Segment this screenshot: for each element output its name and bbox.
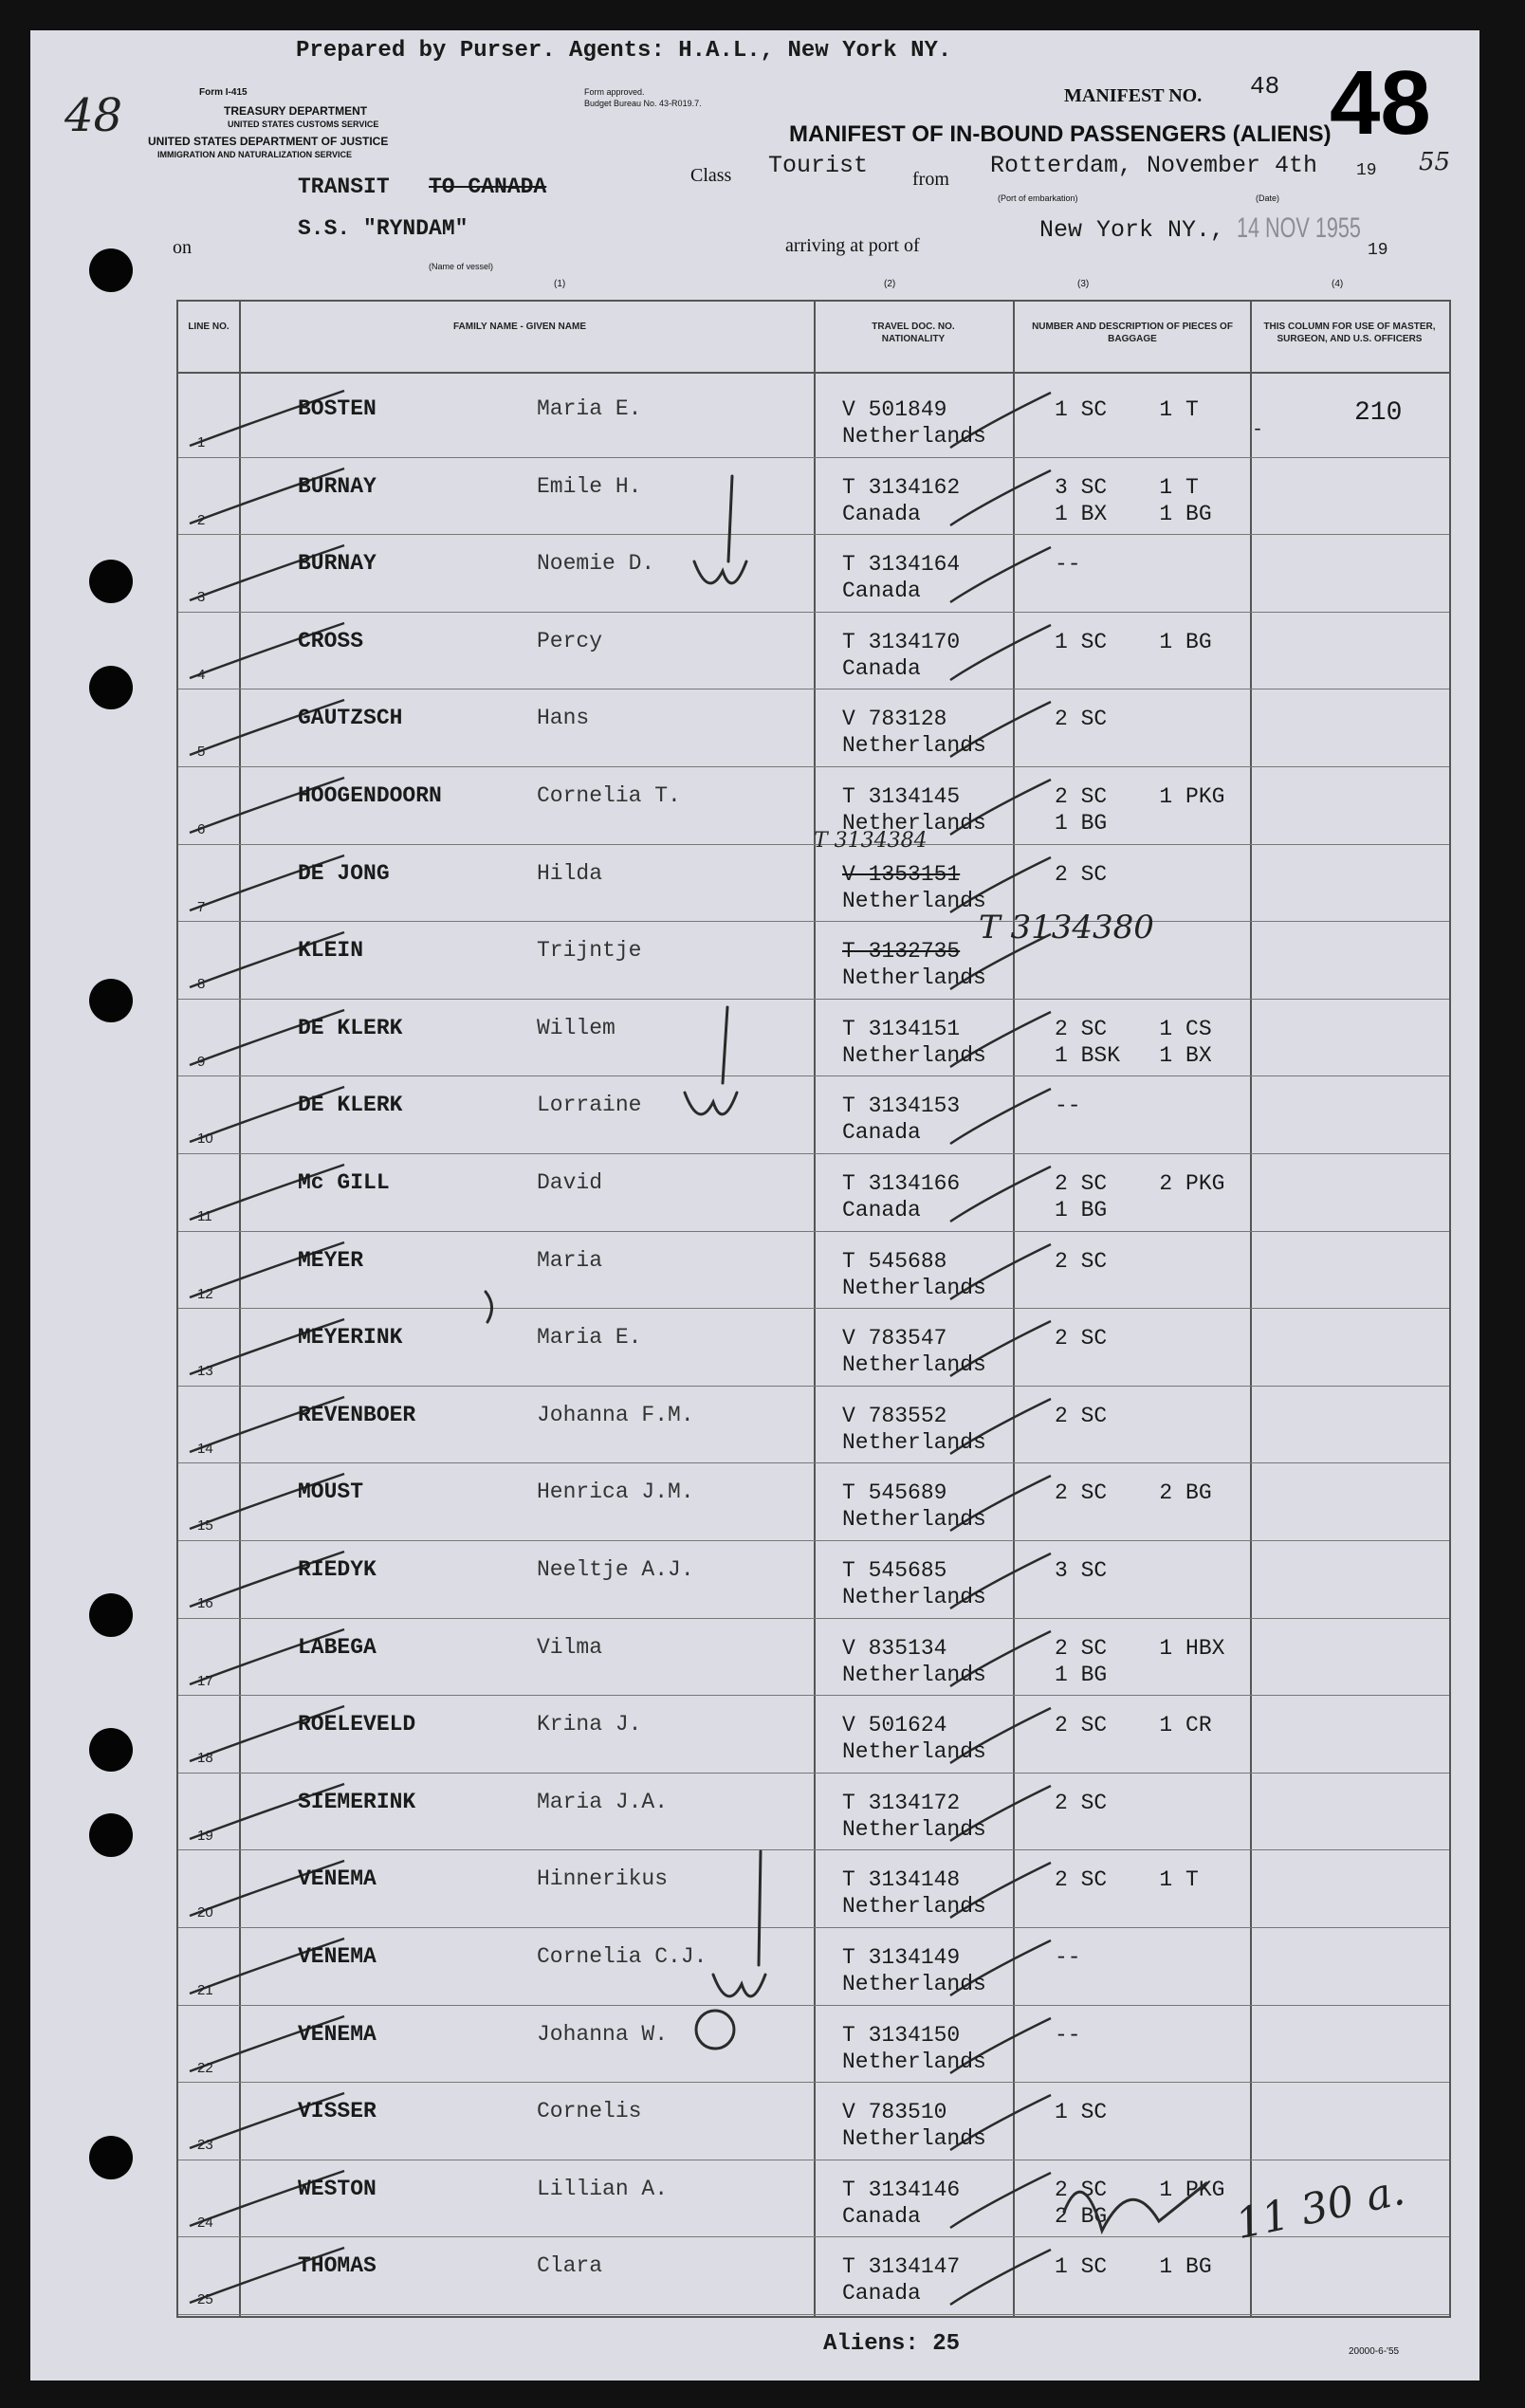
col-num-2: (2) <box>884 279 896 289</box>
doc-number: V 1353151 <box>842 861 961 887</box>
nationality: Canada <box>842 1198 921 1222</box>
family-name: DE KLERK <box>298 1015 403 1040</box>
manifest-no-label: MANIFEST NO. <box>1064 85 1203 106</box>
year-prefix-2: 19 <box>1368 241 1388 260</box>
baggage-line-2: 1 BX 1 BG <box>1055 501 1212 526</box>
family-name: RIEDYK <box>298 1557 377 1582</box>
year-1: 55 <box>1419 148 1451 176</box>
baggage-line-1: 2 SC 1 T <box>1055 1867 1199 1893</box>
arrival-port: New York NY., <box>1039 216 1225 244</box>
nationality: Netherlands <box>842 733 986 759</box>
line-number: 13 <box>197 1363 213 1380</box>
budget-bureau: Budget Bureau No. 43-R019.7. <box>584 99 702 108</box>
baggage-line-2: 2 BG <box>1055 2203 1108 2229</box>
customs-service: UNITED STATES CUSTOMS SERVICE <box>228 119 379 129</box>
family-name: CROSS <box>298 628 364 653</box>
nationality: Netherlands <box>842 1739 986 1765</box>
baggage-line-1: -- <box>1055 552 1081 578</box>
doc-number: T 3134166 <box>842 1171 961 1196</box>
line-number: 20 <box>197 1904 213 1921</box>
given-name: Krina J. <box>537 1712 642 1737</box>
doc-number: T 3134149 <box>842 1945 961 1970</box>
nationality: Netherlands <box>842 1352 986 1378</box>
family-name: REVENBOER <box>298 1402 416 1427</box>
manifest-no: 48 <box>1250 72 1280 101</box>
given-name: Cornelia T. <box>537 783 681 808</box>
given-name: Trijntje <box>537 938 642 964</box>
doc-number: T 3134170 <box>842 629 961 654</box>
doc-number: T 3134164 <box>842 552 961 578</box>
given-name: Henrica J.M. <box>537 1480 694 1505</box>
nationality: Canada <box>842 579 921 604</box>
given-name: Johanna F.M. <box>537 1402 694 1427</box>
doc-number: T 3132735 <box>842 939 961 965</box>
family-name: VISSER <box>298 2099 377 2124</box>
family-name: MEYERINK <box>298 1325 403 1351</box>
line-number: 18 <box>197 1750 213 1767</box>
baggage-line-1: 2 SC <box>1055 1326 1108 1351</box>
given-name: David <box>537 1170 603 1195</box>
nationality: Canada <box>842 2281 921 2307</box>
col-num-3: (3) <box>1077 279 1090 289</box>
baggage-line-1: 3 SC <box>1055 1558 1108 1583</box>
baggage-line-1: 2 SC 1 PKG <box>1055 2177 1225 2202</box>
nationality: Netherlands <box>842 1662 986 1687</box>
baggage-line-1: 2 SC 1 HBX <box>1055 1635 1225 1661</box>
line-number: 21 <box>197 1982 213 1998</box>
officer-note: 210 <box>1354 398 1403 428</box>
given-name: Hilda <box>537 860 603 886</box>
doc-number: T 545685 <box>842 1558 947 1583</box>
prepared-by: Prepared by Purser. Agents: H.A.L., New York NY. <box>296 38 952 64</box>
family-name: BURNAY <box>298 551 377 577</box>
baggage-line-1: 3 SC 1 T <box>1055 474 1199 500</box>
given-name: Hinnerikus <box>537 1866 669 1892</box>
doc-number: V 783547 <box>842 1326 947 1351</box>
year-prefix-1: 19 <box>1356 161 1377 180</box>
family-name: VENEMA <box>298 1944 377 1969</box>
treasury-dept: TREASURY DEPARTMENT <box>224 104 368 118</box>
line-number: 11 <box>197 1208 212 1224</box>
col-num-1: (1) <box>554 279 566 289</box>
col-header-officers: THIS COLUMN FOR USE OF MASTER, SURGEON, AND U.S. OFFICERS <box>1263 322 1436 344</box>
given-name: Willem <box>537 1015 616 1040</box>
baggage-line-1: 1 SC <box>1055 2100 1108 2125</box>
manifest-title: MANIFEST OF IN-BOUND PASSENGERS (ALIENS) <box>789 121 1332 147</box>
nationality: Netherlands <box>842 1816 986 1842</box>
doc-number: T 3134162 <box>842 474 961 500</box>
given-name: Lillian A. <box>537 2176 669 2201</box>
given-name: Emile H. <box>537 473 642 499</box>
line-number: 10 <box>197 1130 213 1148</box>
nationality: Netherlands <box>842 1585 986 1609</box>
dash-mark: - <box>1252 419 1264 441</box>
form-code: 20000-6-'55 <box>1349 2346 1400 2357</box>
margin-note: 48 <box>64 89 123 142</box>
given-name: Vilma <box>537 1634 603 1660</box>
aliens-total: Aliens: 25 <box>823 2331 961 2357</box>
family-name: GAUTZSCH <box>298 706 403 731</box>
family-name: THOMAS <box>298 2253 377 2279</box>
nationality: Netherlands <box>842 2126 986 2152</box>
family-name: LABEGA <box>298 1634 377 1660</box>
baggage-line-1: 1 SC 1 T <box>1055 397 1199 422</box>
doc-number: T 3134172 <box>842 1790 961 1815</box>
doc-number: T 3134150 <box>842 2022 961 2048</box>
line-number: 17 <box>197 1672 213 1689</box>
nationality: Netherlands <box>842 1429 986 1455</box>
nationality: Netherlands <box>842 1275 986 1300</box>
given-name: Cornelia C.J. <box>537 1944 707 1969</box>
baggage-line-2: 1 BG <box>1055 1198 1108 1222</box>
col-header-line-no: LINE NO. <box>188 322 230 332</box>
given-name: Hans <box>537 706 590 731</box>
baggage-line-1: 1 SC 1 BG <box>1055 2254 1212 2280</box>
baggage-line-1: 2 SC <box>1055 1403 1108 1428</box>
line-number: 15 <box>197 1517 213 1535</box>
nationality: Canada <box>842 501 921 526</box>
doc-number: V 501849 <box>842 397 947 422</box>
family-name: MOUST <box>298 1480 364 1505</box>
class-value: Tourist <box>768 152 869 179</box>
line-number: 9 <box>197 1053 206 1070</box>
family-name: MEYER <box>298 1247 364 1273</box>
doc-correction: T 3134384 <box>814 829 928 853</box>
nationality: Netherlands <box>842 888 986 913</box>
baggage-line-1: 2 SC <box>1055 1790 1108 1815</box>
baggage-line-1: 2 SC 1 CR <box>1055 1713 1212 1738</box>
doc-number: V 783128 <box>842 707 947 732</box>
nationality: Netherlands <box>842 1042 986 1068</box>
given-name: Noemie D. <box>537 551 655 577</box>
justice-dept: UNITED STATES DEPARTMENT OF JUSTICE <box>148 135 389 148</box>
nationality: Netherlands <box>842 1507 986 1533</box>
ins-label: IMMIGRATION AND NATURALIZATION SERVICE <box>157 150 352 159</box>
doc-number: V 783510 <box>842 2100 947 2125</box>
col-num-4: (4) <box>1332 279 1344 289</box>
baggage-line-1: 2 SC 1 PKG <box>1055 784 1225 809</box>
line-number: 5 <box>197 744 206 761</box>
from-label: from <box>912 169 949 190</box>
nationality: Canada <box>842 655 921 681</box>
form-approved: Form approved. <box>584 87 645 97</box>
given-name: Lorraine <box>537 1093 642 1118</box>
family-name: Mc GILL <box>298 1170 390 1195</box>
doc-number: T 545688 <box>842 1248 947 1274</box>
doc-number: V 835134 <box>842 1635 947 1661</box>
line-number: 8 <box>197 976 206 993</box>
family-name: BURNAY <box>298 473 377 499</box>
line-number: 1 <box>197 434 206 450</box>
doc-number: T 3134151 <box>842 1016 961 1041</box>
doc-number: T 3134153 <box>842 1094 961 1119</box>
baggage-line-1: 1 SC 1 BG <box>1055 629 1212 654</box>
doc-number: V 783552 <box>842 1403 947 1428</box>
baggage-line-2: 1 BG <box>1055 1662 1108 1687</box>
line-number: 24 <box>197 2214 213 2231</box>
line-number: 14 <box>197 1440 213 1457</box>
baggage-line-1: 2 SC <box>1055 1248 1108 1274</box>
doc-number: T 3134146 <box>842 2177 961 2202</box>
given-name: Maria E. <box>537 396 642 421</box>
baggage-line-1: 2 SC <box>1055 861 1108 887</box>
baggage-line-2: 1 BSK 1 BX <box>1055 1042 1212 1068</box>
col-header-name: FAMILY NAME - GIVEN NAME <box>452 322 586 332</box>
date-caption: (Date) <box>1256 193 1280 203</box>
baggage-line-1: 2 SC 2 BG <box>1055 1480 1212 1506</box>
baggage-line-1: 2 SC 2 PKG <box>1055 1171 1225 1196</box>
family-name: VENEMA <box>298 2021 377 2047</box>
line-number: 19 <box>197 1827 213 1844</box>
transit-label: TRANSIT <box>298 175 390 199</box>
given-name: Maria <box>537 1247 603 1273</box>
doc-correction-2: T 3134380 <box>979 909 1154 947</box>
form-number: Form I-415 <box>199 87 248 98</box>
port-caption: (Port of embarkation) <box>998 193 1078 203</box>
vessel-caption: (Name of vessel) <box>429 262 494 271</box>
family-name: HOOGENDOORN <box>298 783 442 808</box>
handwritten-marks <box>30 30 1479 2380</box>
nationality: Netherlands <box>842 1972 986 1996</box>
on-label: on <box>173 237 192 258</box>
family-name: SIEMERINK <box>298 1789 416 1814</box>
baggage-line-1: 2 SC 1 CS <box>1055 1016 1212 1041</box>
arriving-label: arriving at port of <box>785 235 920 256</box>
given-name: Neeltje A.J. <box>537 1557 694 1582</box>
family-name: WESTON <box>298 2176 377 2201</box>
given-name: Percy <box>537 628 603 653</box>
vessel-name: S.S. "RYNDAM" <box>298 216 469 241</box>
transit-struck: TO CANADA <box>429 175 547 199</box>
given-name: Maria E. <box>537 1325 642 1351</box>
line-number: 7 <box>197 898 206 915</box>
nationality: Canada <box>842 2203 921 2229</box>
col-header-doc: TRAVEL DOC. NO. NATIONALITY <box>872 322 955 344</box>
baggage-line-1: -- <box>1055 1094 1081 1119</box>
family-name: KLEIN <box>298 938 364 964</box>
manifest-page <box>30 30 1479 2380</box>
family-name: BOSTEN <box>298 396 377 421</box>
doc-number: V 501624 <box>842 1713 947 1738</box>
family-name: ROELEVELD <box>298 1712 416 1737</box>
doc-number: T 545689 <box>842 1480 947 1506</box>
doc-number: T 3134148 <box>842 1867 961 1893</box>
nationality: Netherlands <box>842 1894 986 1920</box>
line-number: 4 <box>197 666 206 683</box>
given-name: Maria J.A. <box>537 1789 669 1814</box>
family-name: DE KLERK <box>298 1093 403 1118</box>
baggage-line-1: -- <box>1055 2022 1081 2048</box>
doc-number: T 3134147 <box>842 2254 961 2280</box>
baggage-line-1: -- <box>1055 1945 1081 1970</box>
line-number: 16 <box>197 1595 213 1611</box>
nationality: Netherlands <box>842 965 986 991</box>
line-number: 22 <box>197 2059 213 2076</box>
line-number: 12 <box>197 1285 213 1302</box>
class-label: Class <box>690 165 732 186</box>
nationality: Netherlands <box>842 811 986 836</box>
baggage-line-1: 2 SC <box>1055 707 1108 732</box>
line-number: 3 <box>197 589 206 606</box>
col-header-baggage: NUMBER AND DESCRIPTION OF PIECES OF BAGGAGE <box>1032 322 1233 344</box>
family-name: DE JONG <box>298 860 390 886</box>
line-number: 23 <box>197 2137 213 2154</box>
inspector-note: 11 30 a. <box>1231 2165 1409 2250</box>
nationality: Canada <box>842 1120 921 1146</box>
line-number: 25 <box>197 2291 213 2308</box>
baggage-line-2: 1 BG <box>1055 811 1108 836</box>
line-number: 6 <box>197 821 206 837</box>
given-name: Clara <box>537 2253 603 2279</box>
line-number: 2 <box>197 511 206 528</box>
given-name: Cornelis <box>537 2099 642 2124</box>
doc-number: T 3134145 <box>842 784 961 809</box>
nationality: Netherlands <box>842 2049 986 2074</box>
port-embarkation: Rotterdam, November 4th <box>990 152 1318 179</box>
nationality: Netherlands <box>842 424 986 449</box>
arrival-date-stamp: 14 NOV 1955 <box>1237 212 1361 244</box>
family-name: VENEMA <box>298 1866 377 1892</box>
manifest-no-large: 48 <box>1330 52 1431 154</box>
given-name: Johanna W. <box>537 2021 669 2047</box>
